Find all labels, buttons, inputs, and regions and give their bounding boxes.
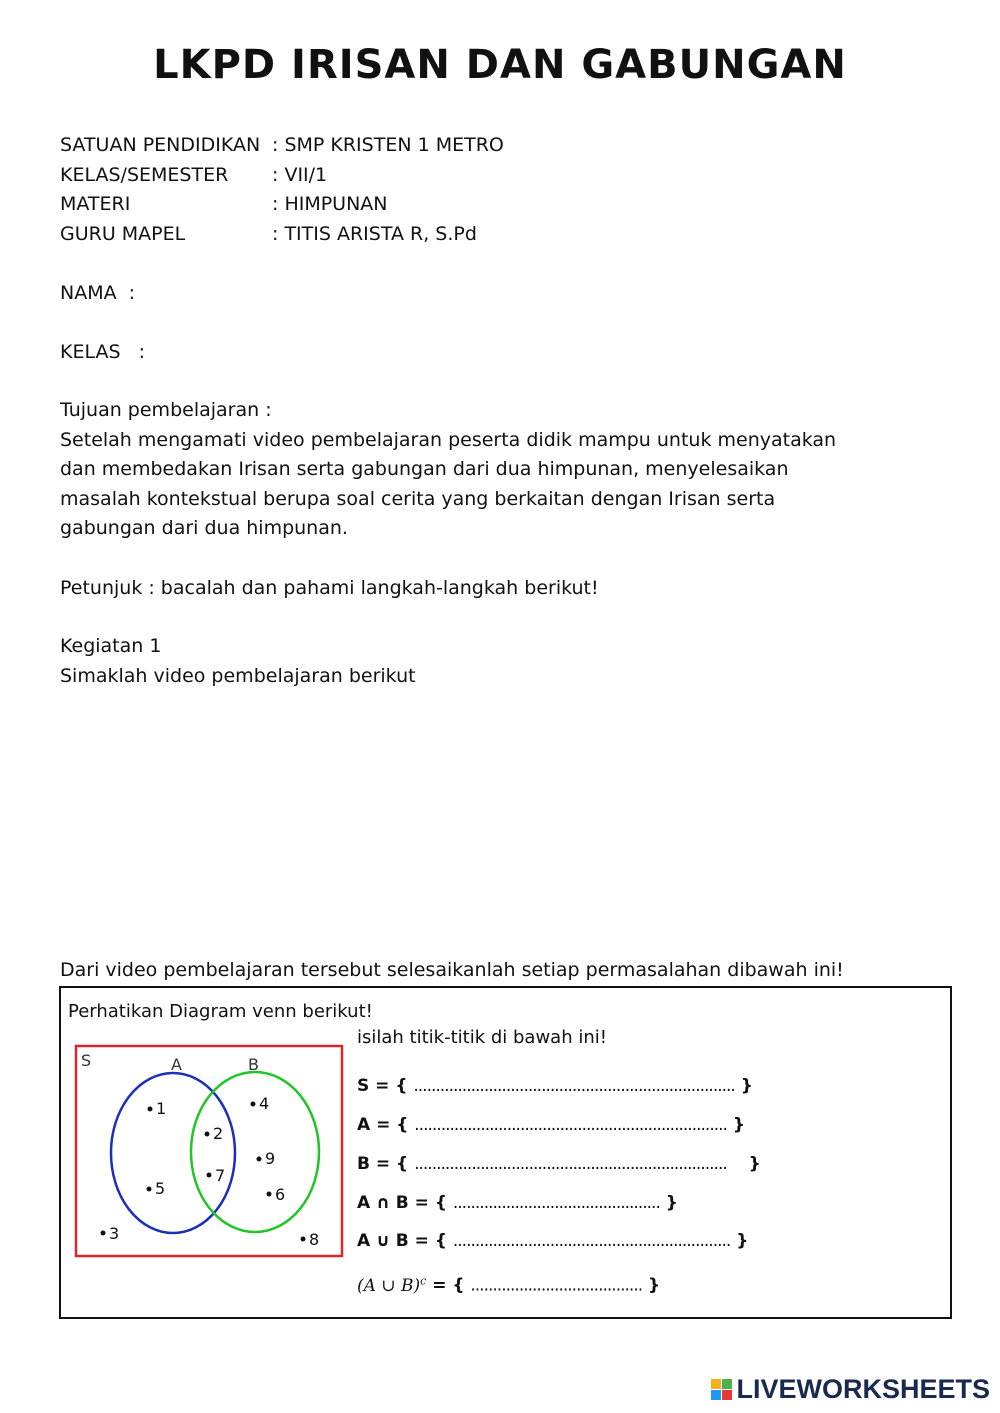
element-label: 4 [259,1094,270,1113]
info-row: KELAS/SEMESTER : VII/1 [60,163,328,186]
element-dot [257,1157,262,1162]
element-dot [301,1237,306,1242]
info-row: SATUAN PENDIDIKAN : SMP KRISTEN 1 METRO [60,134,504,156]
element-label: 8 [309,1230,320,1249]
element-dot [147,1187,152,1192]
kelas-label: KELAS : [60,341,146,363]
element-dot [207,1173,212,1178]
info-block [60,131,504,249]
answer-row-complement: (A ∪ B)$^c$ = { ....................................... } [357,1274,661,1296]
tujuan-section [60,396,940,544]
element-dot [205,1132,210,1137]
nama-label: NAMA : [60,282,136,304]
tujuan-heading: Tujuan pembelajaran : [60,399,272,421]
page-title: LKPD IRISAN DAN GABUNGAN [153,42,847,88]
set-a-label: A [171,1055,182,1074]
element-label: 6 [275,1185,286,1204]
set-a-circle [111,1073,235,1233]
element-dot [101,1231,106,1236]
answer-row-union: A ∪ B = { ............................................................... } [357,1231,749,1251]
element-label: 5 [155,1179,166,1198]
answer-row-a: A = { ....................................................................... } [357,1115,745,1135]
universe-label: S [81,1051,92,1070]
liveworksheets-logo-icon [711,1379,732,1400]
tujuan-line: dan membedakan Irisan serta gabungan dari dua himpunan, menyelesaikan [60,458,789,480]
kegiatan-heading: Kegiatan 1 [60,635,162,657]
watermark-logo: LIVEWORKSHEETS [711,1374,990,1405]
element-label: 3 [109,1224,120,1243]
problem-box [59,986,952,1319]
exercise-heading: isilah titik-titik di bawah ini! [357,1027,607,1048]
element-label: 9 [265,1149,276,1168]
answer-blank[interactable]: ....................................................................... [414,1115,727,1135]
venn-heading: Perhatikan Diagram venn berikut! [68,1001,373,1022]
element-dot [251,1102,256,1107]
set-b-circle [191,1072,319,1232]
element-dot [267,1192,272,1197]
info-row: GURU MAPEL : TITIS ARISTA R, S.Pd [60,222,477,245]
petunjuk: Petunjuk : bacalah dan pahami langkah-langkah berikut! [60,577,599,599]
answer-row-s: S = { ......................................................................... } [357,1076,753,1096]
set-b-label: B [248,1055,259,1074]
tujuan-line: Setelah mengamati video pembelajaran peserta didik mampu untuk menyatakan [60,428,837,451]
kegiatan-text: Simaklah video pembelajaran berikut [60,664,416,687]
answer-blank[interactable]: ............................................... [452,1193,660,1213]
tujuan-line: masalah kontekstual berupa soal cerita yang berkaitan dengan Irisan serta [60,487,776,510]
kelas-input[interactable] [160,339,760,367]
answer-row-intersection: A ∩ B = { ............................................... } [357,1193,678,1213]
answer-blank[interactable]: ....................................................................... [414,1154,727,1174]
answer-blank[interactable]: ....................................... [470,1275,643,1296]
video-area[interactable] [60,700,940,940]
info-row: MATERI : HIMPUNAN [60,193,388,215]
answer-row-b: B = { ....................................................................... } [357,1154,761,1174]
kegiatan-section [60,632,940,691]
instruction: Dari video pembelajaran tersebut selesaikanlah setiap permasalahan dibawah ini! [60,959,844,981]
element-label: 1 [156,1099,167,1118]
element-dot [148,1107,153,1112]
tujuan-line: gabungan dari dua himpunan. [60,517,348,539]
element-label: 2 [213,1124,224,1143]
complement-label: (A ∪ B)$^c$ [357,1274,427,1296]
element-label: 7 [215,1166,226,1185]
answer-blank[interactable]: ......................................................................... [413,1076,735,1096]
venn-diagram [61,1028,351,1258]
nama-input[interactable] [160,280,760,308]
answer-blank[interactable]: ............................................................... [452,1231,731,1251]
